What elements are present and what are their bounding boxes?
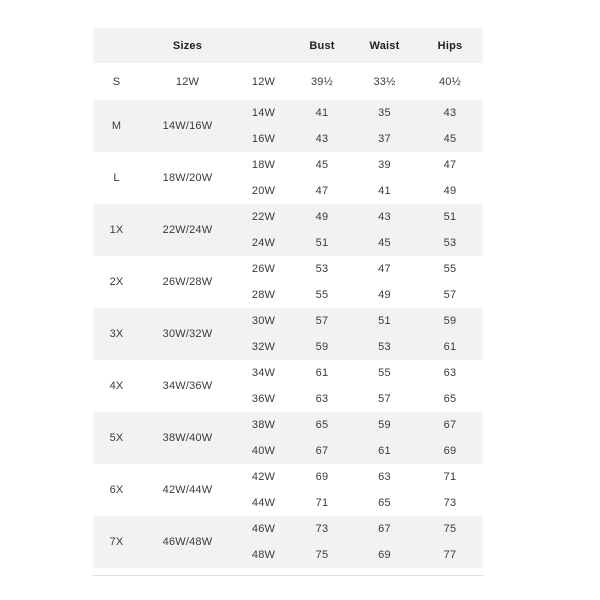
size-chart-table [93,28,483,568]
size-cell: 26W [251,263,276,275]
waist-cell: 55 [378,367,391,379]
waist-cell: 43 [352,204,417,230]
waist-cell: 61 [352,438,417,464]
table-row [93,360,483,386]
size-range-cell: 42W/44W [162,484,213,496]
hips-cell: 71 [443,471,457,483]
bust-cell: 55 [315,289,329,301]
size-group-cell: 5X [93,412,140,464]
size-range-cell: 22W/24W [140,204,235,256]
size-cell: 28W [251,289,276,301]
hips-cell: 43 [417,100,483,126]
hips-cell: 59 [417,308,483,334]
waist-cell: 41 [378,185,391,197]
hips-cell: 67 [417,412,483,438]
hips-cell: 69 [417,438,483,464]
hips-cell: 61 [417,334,483,360]
bust-cell: 67 [292,438,352,464]
size-cell: 38W [235,412,292,438]
bust-cell: 75 [292,542,352,568]
size-cell: 30W [235,308,292,334]
size-cell: 44W [251,497,276,509]
waist-cell: 35 [352,100,417,126]
hips-cell: 49 [443,185,457,197]
size-group-cell: 3X [93,308,140,360]
table-row [93,204,483,230]
size-cell: 12W [251,75,276,88]
hips-cell: 53 [417,230,483,256]
header-cell-empty-1 [93,28,140,63]
bust-cell: 51 [292,230,352,256]
table-row [93,516,483,542]
size-cell: 34W [251,367,276,379]
hips-cell: 51 [417,204,483,230]
size-group-cell: 6X [109,484,124,496]
size-cell: 16W [235,126,292,152]
size-cell: 20W [251,185,276,197]
size-cell: 40W [235,438,292,464]
hips-cell: 63 [443,367,457,379]
bust-cell: 65 [292,412,352,438]
bottom-divider [93,575,483,576]
size-range-cell: 34W/36W [162,380,213,392]
table-row [93,308,483,334]
size-range-cell: 18W/20W [162,172,213,184]
hips-cell: 73 [443,497,457,509]
size-chart-section [93,28,483,576]
size-cell: 24W [235,230,292,256]
table-row [93,412,483,438]
waist-cell: 69 [352,542,417,568]
header-cell-waist: Waist [352,28,417,63]
waist-cell: 65 [378,497,391,509]
header-cell-empty-2 [235,28,292,63]
waist-cell: 39 [378,159,391,171]
bust-cell: 73 [292,516,352,542]
bust-cell: 57 [292,308,352,334]
bust-cell: 71 [315,497,329,509]
size-cell: 32W [235,334,292,360]
hips-cell: 47 [443,159,457,171]
hips-cell: 55 [443,263,457,275]
bust-cell: 47 [315,185,329,197]
size-group-cell: M [93,100,140,152]
size-cell: 42W [251,471,276,483]
header-cell-sizes: Sizes [140,28,235,63]
size-group-cell: 1X [93,204,140,256]
size-chart-header [93,28,483,63]
header-cell-hips: Hips [417,28,483,63]
size-cell: 18W [251,159,276,171]
bust-cell: 39½ [310,75,333,88]
hips-cell: 45 [417,126,483,152]
hips-cell: 65 [443,393,457,405]
bust-cell: 61 [315,367,329,379]
bust-cell: 45 [315,159,329,171]
bust-cell: 53 [315,263,329,275]
bust-cell: 59 [292,334,352,360]
size-range-cell: 38W/40W [140,412,235,464]
hips-cell: 77 [417,542,483,568]
waist-cell: 67 [352,516,417,542]
bust-cell: 41 [292,100,352,126]
hips-cell: 40½ [438,75,461,88]
size-range-cell: 12W [175,75,200,88]
waist-cell: 33½ [373,75,396,88]
waist-cell: 47 [378,263,391,275]
bust-cell: 49 [292,204,352,230]
table-row [93,152,483,178]
hips-cell: 75 [417,516,483,542]
waist-cell: 57 [378,393,391,405]
bust-cell: 43 [292,126,352,152]
size-group-cell: L [113,172,120,184]
bust-cell: 69 [315,471,329,483]
table-row [93,63,483,100]
waist-cell: 37 [352,126,417,152]
waist-cell: 59 [352,412,417,438]
size-group-cell: S [112,75,121,88]
size-range-cell: 46W/48W [140,516,235,568]
size-chart-body [93,63,483,568]
size-cell: 46W [235,516,292,542]
size-range-cell: 26W/28W [162,276,213,288]
waist-cell: 63 [378,471,391,483]
size-group-cell: 7X [93,516,140,568]
waist-cell: 53 [352,334,417,360]
size-range-cell: 14W/16W [140,100,235,152]
table-row [93,256,483,282]
size-range-cell: 30W/32W [140,308,235,360]
size-group-cell: 2X [109,276,124,288]
table-row [93,100,483,126]
size-cell: 22W [235,204,292,230]
waist-cell: 51 [352,308,417,334]
header-row [93,28,483,63]
waist-cell: 49 [378,289,391,301]
size-group-cell: 4X [109,380,124,392]
size-cell: 14W [235,100,292,126]
size-cell: 48W [235,542,292,568]
bust-cell: 63 [315,393,329,405]
table-row [93,464,483,490]
header-cell-bust: Bust [292,28,352,63]
size-cell: 36W [251,393,276,405]
hips-cell: 57 [443,289,457,301]
waist-cell: 45 [352,230,417,256]
